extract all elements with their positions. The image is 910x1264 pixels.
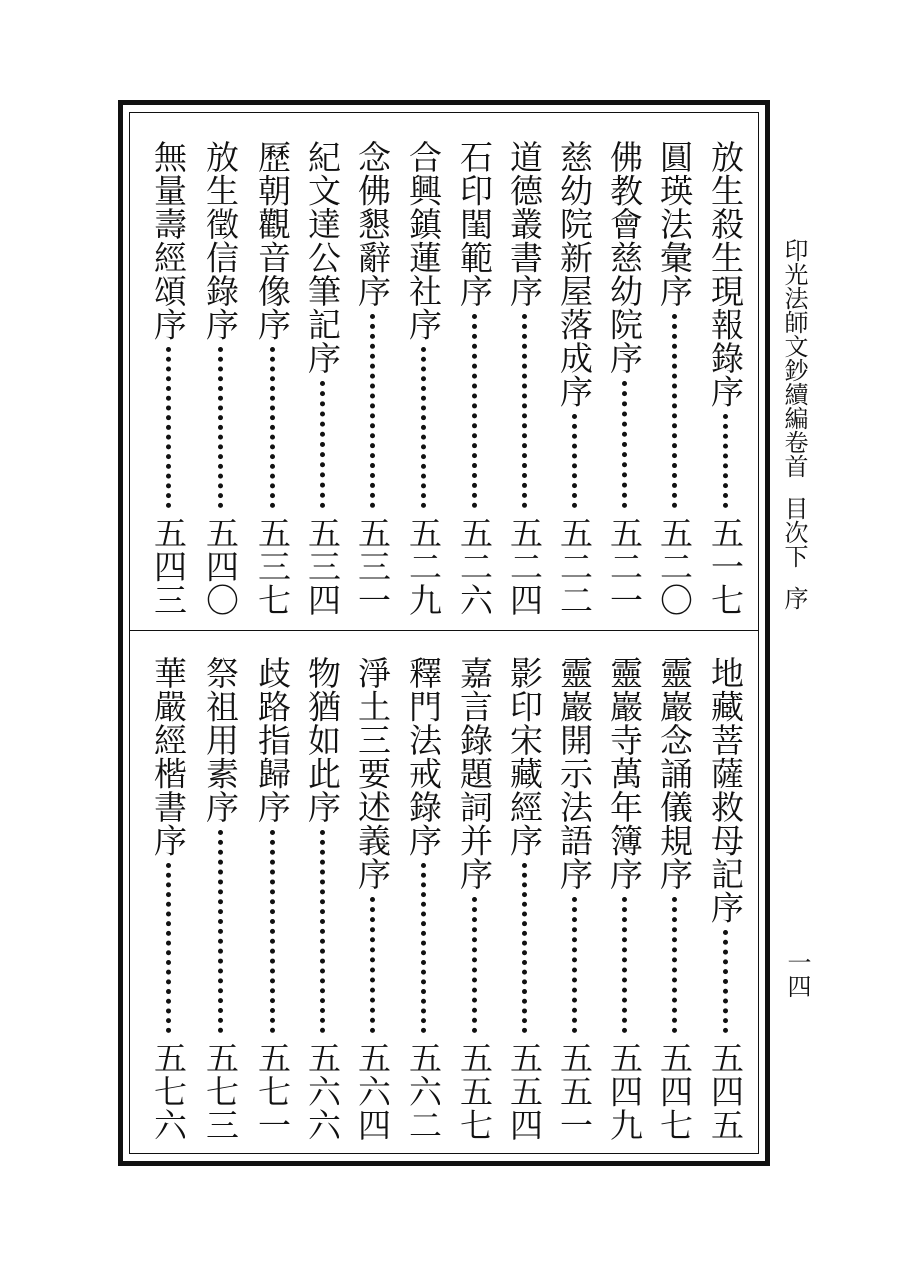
toc-entry-title: 華嚴經楷書序: [149, 656, 188, 857]
toc-entry-title: 釋門法戒錄序: [404, 656, 443, 857]
dot-leader: [723, 930, 728, 1033]
toc-entry[interactable]: [554, 140, 594, 616]
toc-entry-title: 圓瑛法彙序: [655, 140, 694, 308]
section-divider: [129, 630, 759, 631]
toc-entry-page: 五三四: [303, 515, 342, 616]
dot-leader: [472, 897, 477, 1033]
toc-entry-page: 五六六: [303, 1040, 342, 1141]
toc-entry-title: 佛教會慈幼院序: [605, 140, 644, 375]
dot-leader: [522, 314, 527, 508]
toc-entry-title: 淨土三要述義序: [353, 656, 392, 891]
toc-entry-title: 放生殺生現報錄序: [706, 140, 745, 408]
book-title: 印光法師文鈔續編卷首: [780, 238, 808, 478]
toc-entry-page: 五一七: [706, 515, 745, 616]
toc-entry[interactable]: [604, 140, 644, 616]
dot-leader: [522, 863, 527, 1033]
toc-entry[interactable]: [504, 140, 544, 616]
dot-leader: [572, 414, 577, 508]
toc-entry[interactable]: [200, 656, 240, 1141]
toc-entry[interactable]: [403, 140, 443, 616]
dot-leader: [672, 897, 677, 1033]
toc-entry-title: 靈巖寺萬年簿序: [605, 656, 644, 891]
toc-entry[interactable]: [252, 140, 292, 616]
toc-entry-title: 念佛懇辭序: [353, 140, 392, 308]
toc-entry-page: 五五七: [455, 1040, 494, 1141]
toc-entry-page: 五二一: [605, 515, 644, 616]
toc-entry-page: 五三七: [253, 515, 292, 616]
dot-leader: [370, 314, 375, 508]
dot-leader: [421, 863, 426, 1033]
dot-leader: [270, 347, 275, 508]
toc-entry-title: 石印閨範序: [455, 140, 494, 308]
dot-leader: [421, 347, 426, 508]
toc-entry[interactable]: [705, 140, 745, 616]
running-header: [776, 238, 812, 610]
dot-leader: [166, 347, 171, 508]
toc-entry-title: 歷朝觀音像序: [253, 140, 292, 341]
toc-entry[interactable]: [148, 656, 188, 1141]
toc-entry-page: 五四七: [655, 1040, 694, 1141]
toc-entry[interactable]: [352, 140, 392, 616]
dot-leader: [218, 830, 223, 1033]
dot-leader: [166, 863, 171, 1033]
dot-leader: [622, 381, 627, 508]
toc-entry[interactable]: [705, 656, 745, 1141]
dot-leader: [672, 314, 677, 508]
toc-entry[interactable]: [654, 140, 694, 616]
toc-entry[interactable]: [252, 656, 292, 1141]
dot-leader: [723, 414, 728, 508]
toc-entry-title: 靈巖開示法語序: [555, 656, 594, 891]
toc-entry-page: 五六四: [353, 1040, 392, 1141]
toc-entry[interactable]: [554, 656, 594, 1141]
toc-entry-title: 紀文達公筆記序: [303, 140, 342, 375]
toc-entry-page: 五七六: [149, 1040, 188, 1141]
section-label: 目次下: [780, 496, 808, 568]
dot-leader: [270, 830, 275, 1033]
toc-entry-page: 五四九: [605, 1040, 644, 1141]
dot-leader: [572, 897, 577, 1033]
dot-leader: [622, 897, 627, 1033]
dot-leader: [370, 897, 375, 1033]
dot-leader: [320, 830, 325, 1033]
toc-entry-page: 五五一: [555, 1040, 594, 1141]
toc-entry[interactable]: [302, 140, 342, 616]
toc-entry[interactable]: [504, 656, 544, 1141]
toc-entry-title: 物猶如此序: [303, 656, 342, 824]
toc-entry-title: 無量壽經頌序: [149, 140, 188, 341]
toc-entry-page: 五四三: [149, 515, 188, 616]
toc-entry-title: 祭祖用素序: [201, 656, 240, 824]
toc-entry[interactable]: [148, 140, 188, 616]
toc-entry-page: 五二六: [455, 515, 494, 616]
toc-entry-title: 放生徵信錄序: [201, 140, 240, 341]
toc-entry-page: 五七一: [253, 1040, 292, 1141]
toc-entry-page: 五七三: [201, 1040, 240, 1141]
toc-entry-title: 影印宋藏經序: [505, 656, 544, 857]
toc-entry-page: 五二〇: [655, 515, 694, 616]
subsection-label: 序: [780, 586, 808, 610]
toc-entry-page: 五四五: [706, 1040, 745, 1141]
toc-entry[interactable]: [604, 656, 644, 1141]
toc-entry[interactable]: [200, 140, 240, 616]
toc-entry-title: 歧路指歸序: [253, 656, 292, 824]
dot-leader: [472, 314, 477, 508]
toc-entry-title: 地藏菩薩救母記序: [706, 656, 745, 924]
toc-entry-title: 合興鎮蓮社序: [404, 140, 443, 341]
toc-entry-title: 道德叢書序: [505, 140, 544, 308]
page-number: 一四: [783, 950, 811, 998]
toc-entry-page: 五二九: [404, 515, 443, 616]
toc-entry-page: 五二二: [555, 515, 594, 616]
toc-entry[interactable]: [352, 656, 392, 1141]
toc-entry[interactable]: [403, 656, 443, 1141]
toc-entry-page: 五五四: [505, 1040, 544, 1141]
toc-entry[interactable]: [454, 140, 494, 616]
toc-entry-page: 五六二: [404, 1040, 443, 1141]
toc-entry-page: 五二四: [505, 515, 544, 616]
toc-entry-title: 靈巖念誦儀規序: [655, 656, 694, 891]
toc-entry-title: 嘉言錄題詞并序: [455, 656, 494, 891]
toc-entry[interactable]: [654, 656, 694, 1141]
toc-entry-page: 五四〇: [201, 515, 240, 616]
dot-leader: [320, 381, 325, 508]
toc-entry[interactable]: [302, 656, 342, 1141]
toc-entry-title: 慈幼院新屋落成序: [555, 140, 594, 408]
dot-leader: [218, 347, 223, 508]
toc-entry[interactable]: [454, 656, 494, 1141]
toc-entry-page: 五三一: [353, 515, 392, 616]
